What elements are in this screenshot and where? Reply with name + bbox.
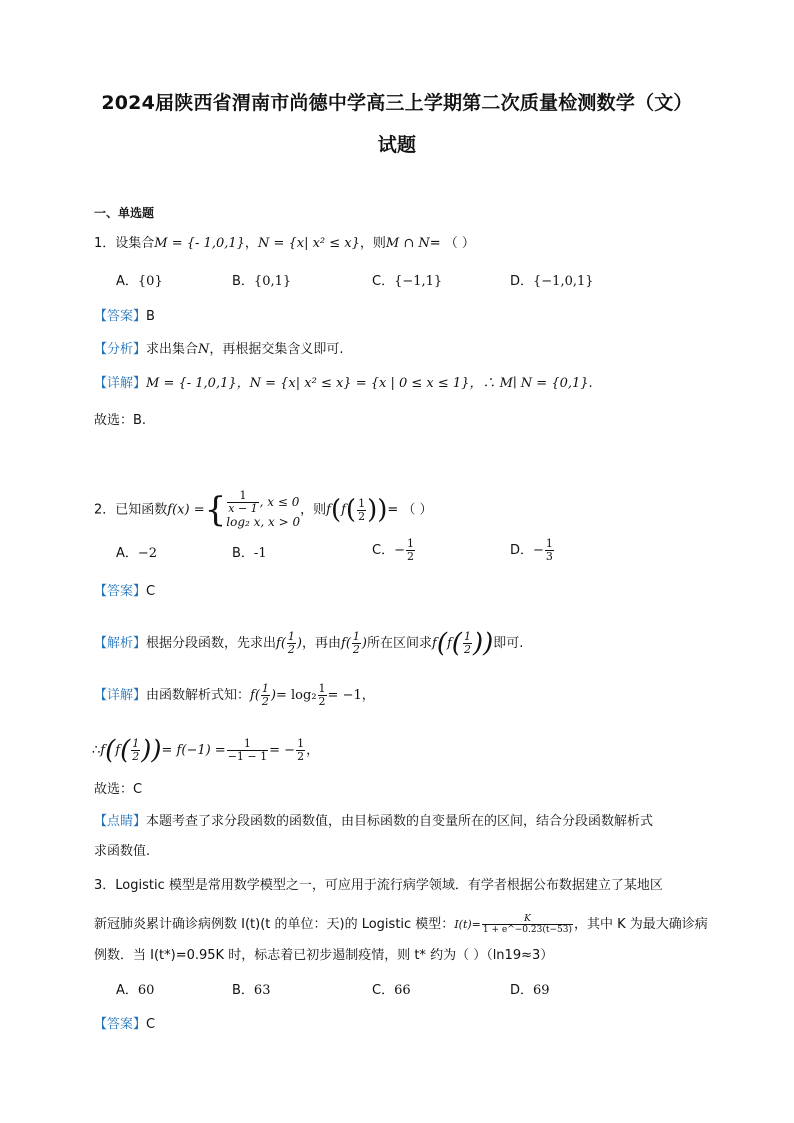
result-fraction xyxy=(227,738,268,763)
option-fraction xyxy=(545,538,554,563)
option-label: D． xyxy=(510,543,534,558)
f-neg-one: = f(−1) = xyxy=(161,743,226,758)
frac-den: 2 xyxy=(318,695,326,708)
case1-fraction xyxy=(227,490,258,515)
option-label: A． xyxy=(116,274,138,289)
paren-open: ( xyxy=(330,495,342,525)
f-half: f( $\frac{1}{2}$ ) xyxy=(276,630,302,656)
frac-num: 1 xyxy=(227,738,268,751)
question-3 xyxy=(94,877,663,895)
comma: ， xyxy=(244,236,258,251)
q1-option-d[interactable] xyxy=(510,273,594,291)
frac-den: 3 xyxy=(545,550,553,563)
frac-den: x − 1 xyxy=(228,502,258,515)
f-half-detail: f( $\frac{1}{2}$ ) xyxy=(250,682,276,708)
analysis-text-c: 所在区间求 xyxy=(366,636,432,651)
frac-den: 2 xyxy=(406,550,414,563)
option-label: B． xyxy=(232,274,254,289)
frac-num: 1 xyxy=(545,537,553,550)
question-text: Logistic 模型是常用数学模型之一，可应用于流行病学领域．有学者根据公布数据建立了某地区 xyxy=(115,878,663,893)
frac-den: 2 xyxy=(358,509,366,523)
case-1 xyxy=(226,490,300,515)
frac-num: 1 xyxy=(227,490,258,503)
q1-choose: 故选：B. xyxy=(94,413,147,428)
question-number: 3． xyxy=(94,878,116,893)
paren-open-inner: ( xyxy=(345,495,357,525)
q2-detail-2 xyxy=(92,735,320,766)
analysis-tag: 【分析】 xyxy=(94,342,147,357)
question-text-b: ，则 xyxy=(359,236,386,251)
final-fraction xyxy=(296,738,305,763)
document-title: 2024届陕西省渭南市尚德中学高三上学期第二次质量检测数学（文） xyxy=(101,92,693,114)
q1-option-a[interactable] xyxy=(116,273,163,291)
frac-den: 2 xyxy=(261,695,269,708)
comment-tag: 【点睛】 xyxy=(94,814,147,829)
q3-answer xyxy=(94,1016,155,1034)
answer-value: C xyxy=(146,584,156,599)
question-number: 1． xyxy=(94,236,116,251)
option-value: {0,1} xyxy=(253,274,292,289)
q2-analysis xyxy=(94,628,524,659)
option-value: {−1,1} xyxy=(394,274,443,289)
option-value: {−1,0,1} xyxy=(533,274,594,289)
option-value: − xyxy=(533,543,544,558)
piecewise-cases xyxy=(226,490,300,530)
q1-analysis xyxy=(94,341,344,359)
set-n: N = {x| x² ≤ x} xyxy=(257,236,360,251)
analysis-text: 求出集合 xyxy=(146,342,199,357)
q1-answer xyxy=(94,308,155,326)
q2-answer xyxy=(94,583,155,601)
option-value: −2 xyxy=(137,546,158,561)
answer-tag: 【答案】 xyxy=(94,584,147,599)
detail-tag: 【详解】 xyxy=(94,376,147,391)
frac-num: 1 xyxy=(261,682,269,695)
analysis-text-b: ，再根据交集含义即可. xyxy=(209,342,344,357)
frac-den: 2 xyxy=(287,643,295,656)
detail-tag: 【详解】 xyxy=(94,688,147,703)
option-value: 63 xyxy=(253,983,271,998)
question-3-line3: 例数．当 I(t*)=0.95K 时，标志着已初步遏制疫情，则 t* 约为（ ）（ln19≈3） xyxy=(94,948,554,963)
question-number: 2． xyxy=(94,502,116,518)
option-label: D． xyxy=(510,983,534,998)
question-1 xyxy=(94,235,475,253)
option-label: C． xyxy=(372,983,395,998)
formula-lhs: I(t)= xyxy=(454,918,481,931)
case-2: log₂ x, x > 0 xyxy=(226,515,301,529)
q2-choose: 故选：C xyxy=(94,782,143,797)
q3-option-d[interactable] xyxy=(510,982,550,1000)
question-2 xyxy=(94,490,433,530)
intersection-expr: M ∩ N xyxy=(385,236,430,251)
analysis-text: 根据分段函数，先求出 xyxy=(146,636,277,651)
frac-num: 1 xyxy=(287,630,295,643)
option-label: A． xyxy=(116,983,138,998)
half-fraction xyxy=(357,498,366,523)
option-label: C． xyxy=(372,543,395,558)
option-value: 69 xyxy=(533,983,550,998)
frac-num: 1 xyxy=(132,737,140,750)
frac-den: 2 xyxy=(132,750,140,763)
q2-option-a[interactable] xyxy=(116,545,157,563)
q3-option-a[interactable] xyxy=(116,982,154,1000)
option-label: C． xyxy=(372,274,395,289)
analysis-tag: 【解析】 xyxy=(94,636,147,651)
option-value: 66 xyxy=(394,983,411,998)
frac-num: 1 xyxy=(318,682,326,695)
detail-text: M = {- 1,0,1}，N = {x| x² ≤ x} = {x | 0 ≤ x ≤ 1}，∴ M∣ N = {0,1}. xyxy=(146,376,593,391)
frac-den: 1 + e^−0.23(t−53) xyxy=(482,925,572,935)
f-f-half-detail: f(f( $\frac{1}{2}$ )) xyxy=(100,735,162,766)
option-label: A． xyxy=(116,546,138,561)
q2-option-c[interactable] xyxy=(372,538,416,563)
comment-text: 本题考查了求分段函数的函数值，由目标函数的自变量所在的区间，结合分段函数解析式 xyxy=(146,814,654,829)
inner-f: f xyxy=(341,502,346,518)
function-fx: f(x) = xyxy=(167,502,205,518)
set-n-ref: N xyxy=(198,342,210,357)
q2-comment xyxy=(94,813,653,831)
answer-tag: 【答案】 xyxy=(94,1017,147,1032)
therefore-symbol: ∴ xyxy=(92,743,101,758)
log-result: = −1， xyxy=(327,688,375,703)
frac-num: K xyxy=(482,914,573,925)
frac-num: 1 xyxy=(358,496,366,510)
q3-option-c[interactable] xyxy=(372,982,411,1000)
answer-value: C xyxy=(146,1017,156,1032)
q2-option-d[interactable] xyxy=(510,538,555,563)
frac-num: 1 xyxy=(352,630,360,643)
question-text: 设集合 xyxy=(115,236,155,251)
answer-value: B xyxy=(146,309,155,324)
option-label: D． xyxy=(510,274,534,289)
frac-den: −1 − 1 xyxy=(227,750,268,763)
question-blank: = （ ） xyxy=(429,236,475,251)
f-half-2: f( $\frac{1}{2}$ ) xyxy=(341,630,367,656)
q1-detail xyxy=(94,375,593,393)
frac-num: 1 xyxy=(406,537,414,550)
frac-num: 1 xyxy=(297,737,305,750)
analysis-text-b: ，再由 xyxy=(302,636,342,651)
answer-tag: 【答案】 xyxy=(94,309,147,324)
set-m: M = {- 1,0,1} xyxy=(154,236,245,251)
detail-text: 由函数解析式知： xyxy=(146,688,251,703)
option-value: − xyxy=(394,543,405,558)
f-f-half: f(f( $\frac{1}{2}$ )) xyxy=(432,628,494,659)
q3-option-b[interactable] xyxy=(232,982,270,1000)
document-title-line2: 试题 xyxy=(377,134,417,156)
q2-comment-2: 求函数值. xyxy=(94,844,151,859)
question-text: 已知函数 xyxy=(115,502,168,518)
question-blank: = （ ） xyxy=(387,502,433,518)
option-value: 60 xyxy=(137,983,155,998)
option-value: -1 xyxy=(253,546,267,561)
question-text-b: 新冠肺炎累计确诊病例数 I(t)(t 的单位：天)的 Logistic 模型： xyxy=(94,917,455,932)
outer-f: f xyxy=(326,502,331,518)
question-text-b: ，则 xyxy=(300,502,327,518)
q2-option-b[interactable] xyxy=(232,545,267,563)
option-value: {0} xyxy=(137,274,163,289)
question-text-c: ，其中 K 为最大确诊病 xyxy=(573,917,708,932)
paren-close: ) xyxy=(377,495,388,525)
case1-condition: , x ≤ 0 xyxy=(259,495,300,509)
analysis-text-d: 即可. xyxy=(493,636,524,651)
q1-option-b[interactable] xyxy=(232,273,291,291)
question-3-line2 xyxy=(94,914,708,935)
logistic-formula xyxy=(482,914,573,935)
q1-option-c[interactable] xyxy=(372,273,442,291)
section-heading: 一、单选题 xyxy=(94,206,155,220)
q2-detail xyxy=(94,683,375,708)
frac-den: 2 xyxy=(463,643,471,656)
frac-den: 2 xyxy=(297,750,305,763)
equals-neg: = − xyxy=(269,743,296,758)
log-expr: = log₂ xyxy=(276,688,317,703)
comma: ， xyxy=(306,743,320,758)
frac-num: 1 xyxy=(463,630,471,643)
option-label: B． xyxy=(232,983,254,998)
option-fraction xyxy=(406,538,415,563)
paren-close-inner: ) xyxy=(367,495,378,525)
frac-den: 2 xyxy=(352,643,360,656)
option-label: B． xyxy=(232,546,254,561)
log-fraction xyxy=(318,683,327,708)
left-brace: { xyxy=(204,490,227,530)
